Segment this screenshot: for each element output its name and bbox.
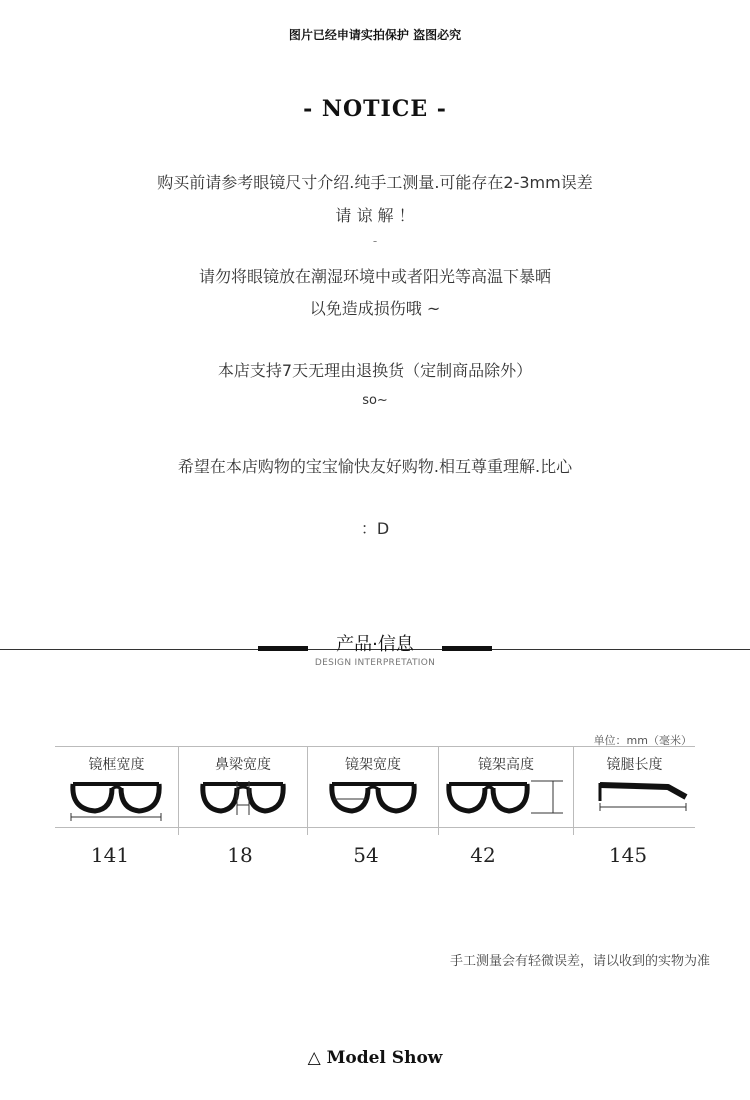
- lens-height-value: 42: [470, 843, 496, 867]
- size-cell-lens-width: [308, 747, 438, 827]
- notice-title: - NOTICE -: [303, 96, 447, 122]
- notice-line-3: -: [372, 234, 378, 248]
- notice-line-4: 请勿将眼镜放在潮湿环境中或者阳光等高温下暴晒: [198, 267, 551, 286]
- notice-line-1: 购买前请参考眼镜尺寸介绍.纯手工测量.可能存在2-3mm误差: [157, 173, 593, 192]
- lens-width-value: 54: [353, 843, 379, 867]
- notice-line-8: 希望在本店购物的宝宝愉快友好购物.相互尊重理解.比心: [177, 457, 573, 476]
- frame-width-value: 141: [90, 843, 130, 867]
- notice-line-6: 本店支持7天无理由退换货（定制商品除外）: [217, 361, 533, 380]
- size-cell-temple-length: [574, 747, 695, 827]
- lens-height-icon: [439, 775, 573, 825]
- notice-line-9: ：D: [360, 519, 390, 538]
- measurement-note: 手工测量会有轻微误差，请以收到的实物为准: [449, 954, 710, 969]
- temple-length-icon: [574, 775, 695, 825]
- model-show-heading: △ Model Show: [307, 1048, 443, 1068]
- lens-height-label: 镜架高度: [478, 757, 534, 773]
- size-table: [55, 746, 695, 828]
- notice-line-5: 以免造成损伤哦 ~: [309, 299, 441, 318]
- size-cell-bridge-width: [179, 747, 307, 827]
- section-title: 产品·信息: [336, 634, 414, 655]
- lens-width-icon: [308, 775, 438, 825]
- size-cell-frame-width: [55, 747, 178, 827]
- frame-width-label: 镜框宽度: [88, 757, 145, 773]
- protection-notice: 图片已经申请实拍保护 盗图必究: [288, 28, 462, 42]
- bridge-width-icon: [179, 775, 307, 825]
- frame-width-icon: [55, 775, 178, 825]
- bridge-width-value: 18: [227, 843, 253, 867]
- temple-length-label: 镜腿长度: [606, 757, 663, 773]
- bridge-width-label: 鼻梁宽度: [215, 757, 271, 773]
- notice-line-2: 请 谅 解 ！: [335, 206, 415, 225]
- notice-line-7: so~: [362, 393, 388, 408]
- size-cell-lens-height: [439, 747, 573, 827]
- temple-length-value: 145: [608, 843, 648, 867]
- section-subtitle: DESIGN INTERPRETATION: [314, 658, 436, 668]
- unit-label: 单位：mm（毫米）: [593, 734, 692, 747]
- lens-width-label: 镜架宽度: [345, 757, 401, 773]
